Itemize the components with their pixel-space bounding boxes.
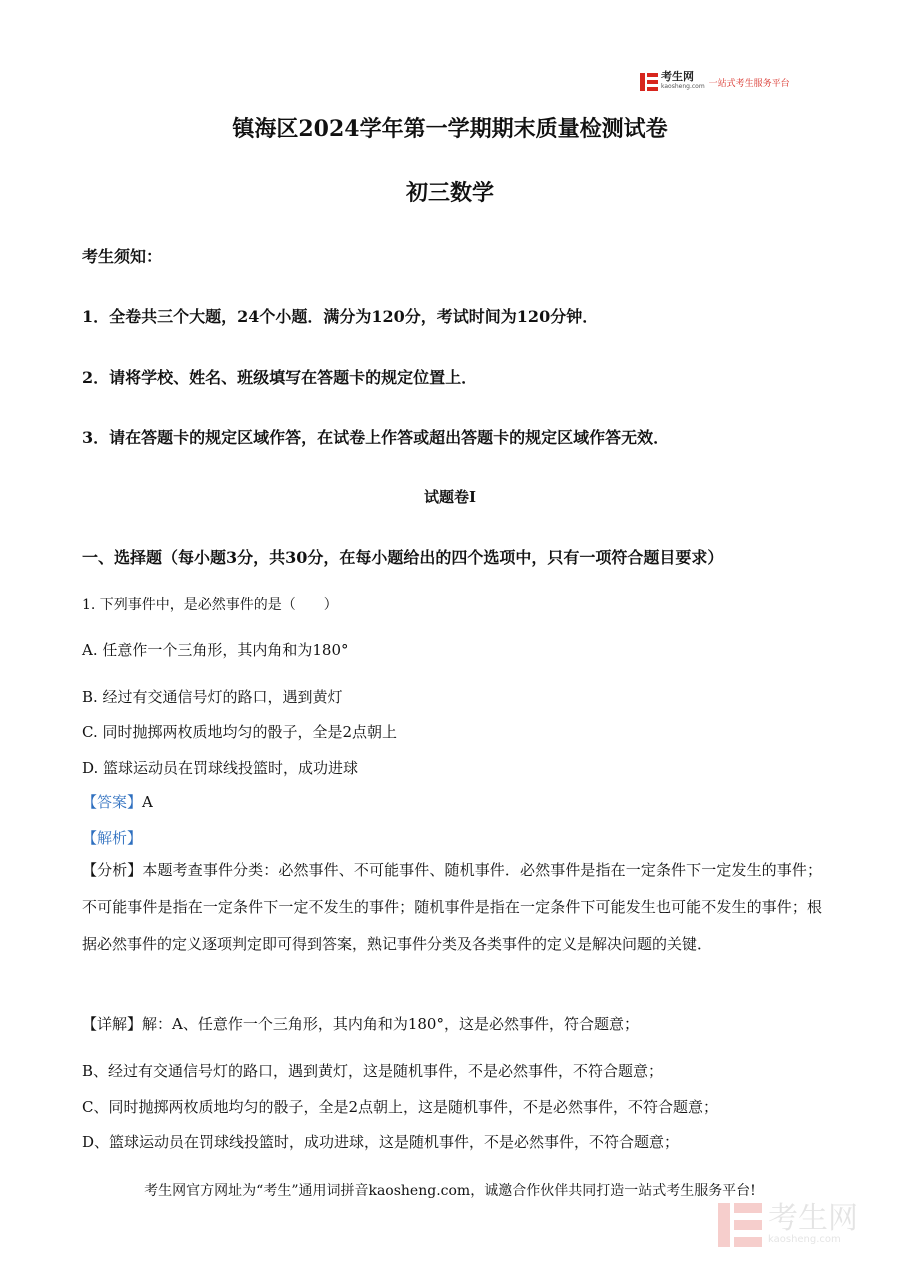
watermark [718, 1195, 883, 1255]
answer-tag: 【答案】 [82, 793, 143, 811]
watermark-logo-icon [718, 1203, 762, 1247]
detail-line-1: 【详解】解：A、任意作一个三角形，其内角和为180°，这是必然事件，符合题意； [82, 1015, 639, 1033]
analysis-lead: 【分析】 [82, 861, 143, 879]
notice-item-2: 2．请将学校、姓名、班级填写在答题卡的规定位置上． [82, 368, 478, 387]
answer-value: A [142, 793, 153, 811]
brand-slogan: 一站式考生服务平台 [708, 78, 790, 89]
option-b: B. 经过有交通信号灯的路口，遇到黄灯 [82, 688, 343, 706]
notice-item-3: 3．请在答题卡的规定区域作答，在试卷上作答或超出答题卡的规定区域作答无效． [82, 428, 670, 447]
option-c: C. 同时抛掷两枚质地均匀的骰子，全是2点朝上 [82, 723, 398, 741]
analysis-tag: 【解析】 [82, 829, 143, 847]
option-a: A. 任意作一个三角形，其内角和为180° [82, 641, 349, 659]
watermark-text: 考生网 kaosheng.com [768, 1201, 858, 1245]
kaosheng-logo-icon [640, 73, 658, 91]
exam-subject: 初三数学 [405, 180, 494, 206]
analysis-text: 本题考查事件分类：必然事件、不可能事件、随机事件．必然事件是指在一定条件下一定发生的事件；不可能事件是指在一定条件下一定不发生的事件；随机事件是指在一定条件下可能发生也可能不发生的事件；根据必然事件的定义逐项判定即可得到答案，熟记事件分类及各类事件的定义是解决问题的关键． [82, 861, 822, 953]
question-stem: 1. 下列事件中，是必然事件的是（ ） [82, 597, 338, 613]
answer-line [82, 791, 153, 812]
part-heading: 一、选择题（每小题3分，共30分，在每小题给出的四个选项中，只有一项符合题目要求） [82, 548, 724, 567]
analysis-paragraph [82, 852, 822, 963]
watermark-domain: kaosheng.com [768, 1234, 841, 1245]
detail-line-4: D、篮球运动员在罚球线投篮时，成功进球，这是随机事件，不是必然事件，不符合题意； [82, 1133, 680, 1151]
option-d: D. 篮球运动员在罚球线投篮时，成功进球 [82, 759, 359, 777]
section-label: 试题卷I [423, 488, 477, 506]
detail-line-3: C、同时抛掷两枚质地均匀的骰子，全是2点朝上，这是随机事件，不是必然事件，不符合题意； [82, 1098, 719, 1116]
notice-heading: 考生须知： [82, 247, 163, 266]
notice-item-1: 1．全卷共三个大题，24个小题．满分为120分，考试时间为120分钟． [82, 307, 599, 326]
detail-line-2: B、经过有交通信号灯的路口，遇到黄灯，这是随机事件，不是必然事件，不符合题意； [82, 1062, 664, 1080]
footer-note: 考生网官方网址为“考生”通用词拼音kaosheng.com，诚邀合作伙伴共同打造一站式考生服务平台! [144, 1183, 756, 1199]
brand-header [640, 70, 790, 94]
exam-title: 镇海区2024学年第一学期期末质量检测试卷 [232, 116, 668, 142]
brand-name: 考生网 kaosheng.com [661, 70, 705, 90]
brand-domain: kaosheng.com [661, 83, 705, 90]
